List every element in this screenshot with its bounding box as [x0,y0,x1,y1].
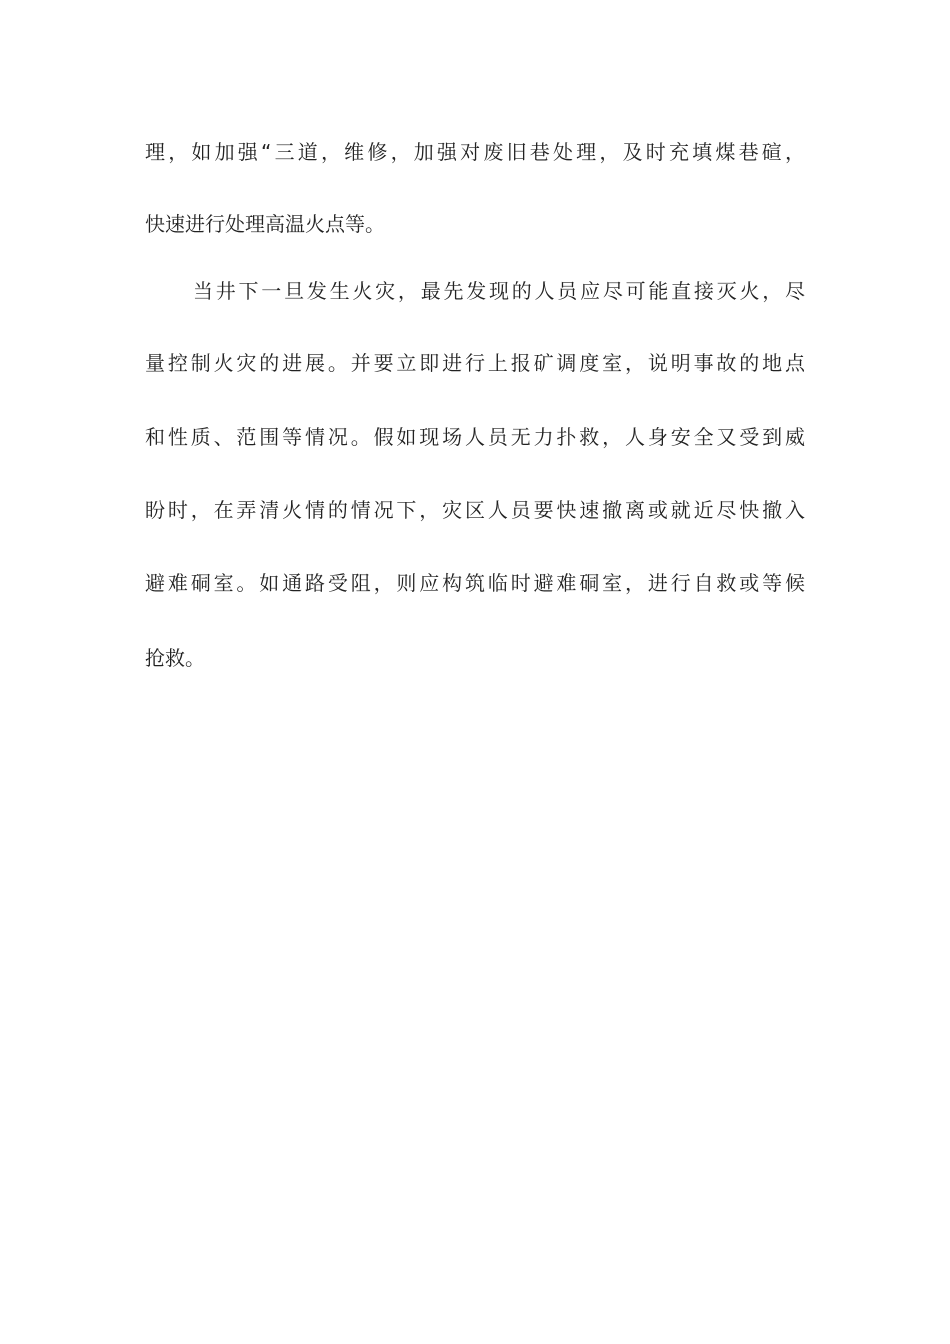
text-line: 和性质、范围等情况。假如现场人员无力扑救，人身安全又受到威 [145,425,805,449]
text-line: 理，如加强“三道，维修，加强对废旧巷处理，及时充填煤巷碹， [145,140,805,164]
text-line: 量控制火灾的进展。并要立即进行上报矿调度室，说明事故的地点 [145,351,805,375]
text-line: 当井下一旦发生火灾，最先发现的人员应尽可能直接灭火，尽 [193,279,805,303]
text-line: 避难硐室。如通路受阻，则应构筑临时避难硐室，进行自救或等候 [145,571,805,595]
text-line: 快速进行处理高温火点等。 [145,212,385,236]
text-line: 盼时，在弄清火情的情况下，灾区人员要快速撤离或就近尽快撤入 [145,498,805,522]
text-line: 抢救。 [145,646,205,670]
